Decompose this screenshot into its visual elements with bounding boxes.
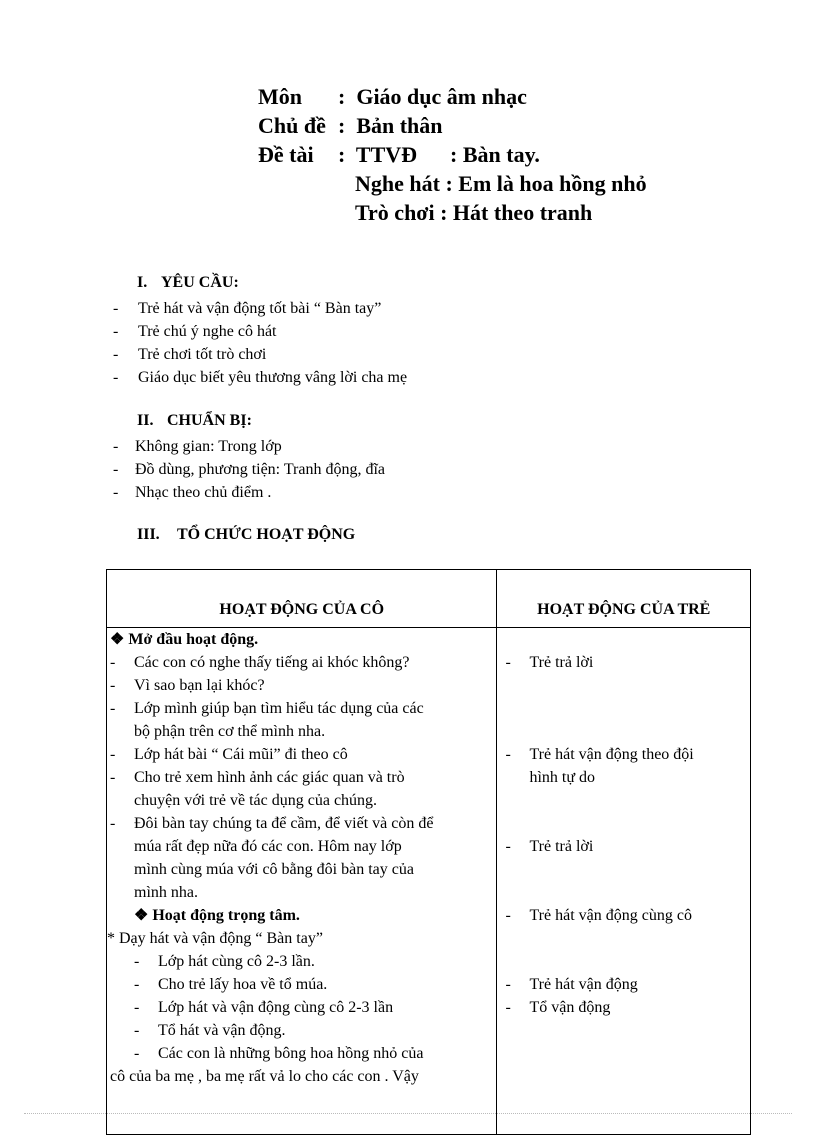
list-item: - Đôi bàn tay chúng ta để cầm, để viết và còn để (110, 815, 434, 832)
list-item-cont: mình nha. (134, 884, 198, 901)
list-item: - Tổ hát và vận động. (134, 1022, 286, 1039)
list-item-cont: mình cùng múa với cô bằng đôi bàn tay của (134, 861, 414, 878)
list-item: - Đồ dùng, phương tiện: Tranh động, đĩa (113, 461, 386, 478)
table-header-row (107, 570, 751, 628)
list-item: - Cho trẻ lấy hoa về tổ múa. (134, 976, 328, 993)
list-item: - Trẻ chú ý nghe cô hát (113, 323, 277, 340)
list-item-cont: bộ phận trên cơ thể mình nha. (134, 723, 326, 740)
list-item: - Lớp hát bài “ Cái mũi” đi theo cô (110, 746, 348, 763)
subject-value: : Giáo dục âm nhạc (338, 84, 527, 109)
list-item-cont: cô của ba mẹ , ba mẹ rất vả lo cho các con . Vậy (110, 1068, 419, 1085)
theme-row (258, 111, 647, 140)
section-3-title: III. TỔ CHỨC HOẠT ĐỘNG (137, 526, 356, 543)
page-footer-divider (24, 1113, 792, 1114)
list-item: - Trẻ hát vận động cùng cô (505, 907, 692, 924)
teacher-activity-cell (107, 628, 497, 1135)
section-1-list (113, 297, 407, 389)
topic-label: Đề tài (258, 142, 314, 167)
list-item: - Trẻ trả lời (505, 654, 594, 671)
list-item: - Vì sao bạn lại khóc? (110, 677, 265, 694)
list-item: - Trẻ hát vận động theo đội (505, 746, 694, 763)
table-row (107, 628, 751, 1135)
section-2-list (113, 435, 385, 504)
list-item-cont: hình tự do (529, 769, 596, 786)
list-item: - Trẻ chơi tốt trò chơi (113, 346, 267, 363)
list-item: - Lớp hát cùng cô 2-3 lần. (134, 953, 315, 970)
teaching-line: * Dạy hát và vận động “ Bàn tay” (107, 930, 323, 947)
main-activity-heading: ❖ Hoạt động trọng tâm. (134, 907, 300, 924)
listening-row: Nghe hát : Em là hoa hồng nhỏ (355, 171, 647, 196)
list-item: - Không gian: Trong lớp (113, 438, 282, 455)
list-item: - Lớp mình giúp bạn tìm hiểu tác dụng của các (110, 700, 424, 717)
game-row: Trò chơi : Hát theo tranh (355, 200, 593, 225)
activity-table (106, 569, 751, 1135)
subject-row (258, 82, 647, 111)
topic-row (258, 140, 647, 169)
section-2-title: II. CHUẨN BỊ: (137, 412, 252, 429)
list-item-cont: múa rất đẹp nữa đó các con. Hôm nay lớp (134, 838, 402, 855)
child-activity-cell (497, 628, 751, 1135)
teacher-activity-header: HOẠT ĐỘNG CỦA CÔ (107, 570, 497, 628)
list-item: - Nhạc theo chủ điểm . (113, 484, 272, 501)
theme-label: Chủ đề (258, 113, 326, 138)
list-item: - Các con có nghe thấy tiếng ai khóc không? (110, 654, 410, 671)
list-item: - Cho trẻ xem hình ảnh các giác quan và trò (110, 769, 405, 786)
list-item-cont: chuyện với trẻ về tác dụng của chúng. (134, 792, 378, 809)
subject-label: Môn (258, 84, 302, 109)
lesson-header (258, 82, 647, 227)
opening-heading: ❖ Mở đầu hoạt động. (110, 631, 259, 648)
list-item: - Các con là những bông hoa hồng nhỏ của (134, 1045, 424, 1062)
list-item: - Trẻ hát và vận động tốt bài “ Bàn tay” (113, 300, 382, 317)
list-item: - Trẻ hát vận động (505, 976, 638, 993)
list-item: - Tổ vận động (505, 999, 611, 1016)
list-item: - Giáo dục biết yêu thương vâng lời cha mẹ (113, 369, 408, 386)
topic-value: : TTVĐ : Bàn tay. (338, 142, 540, 167)
section-1-title: I. YÊU CẦU: (137, 274, 239, 291)
list-item: - Trẻ trả lời (505, 838, 594, 855)
list-item: - Lớp hát và vận động cùng cô 2-3 lần (134, 999, 394, 1016)
child-activity-header: HOẠT ĐỘNG CỦA TRẺ (497, 570, 751, 628)
theme-value: : Bản thân (338, 113, 443, 138)
